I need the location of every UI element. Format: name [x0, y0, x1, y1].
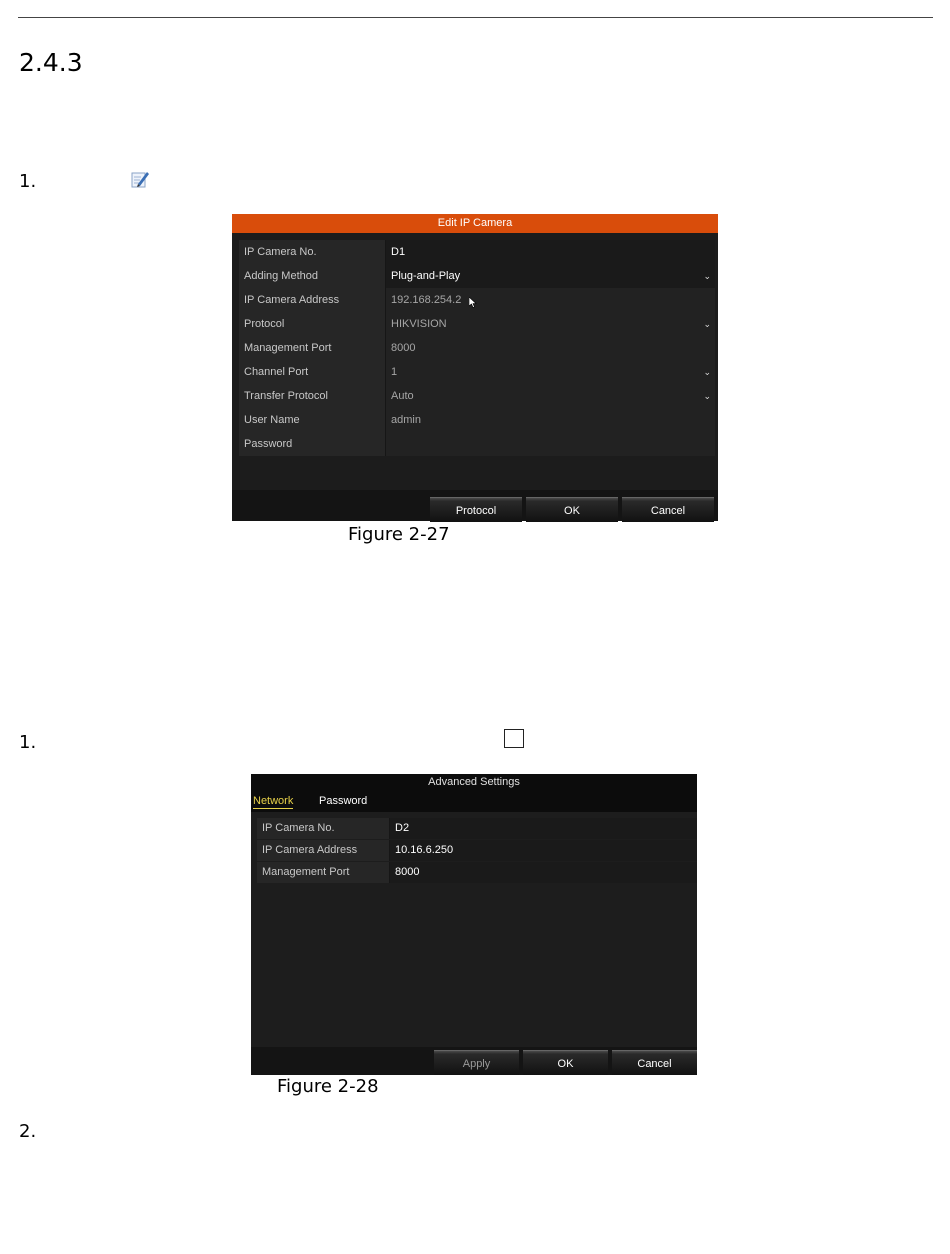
figure-caption: Figure 2-27: [348, 524, 450, 545]
field-row-password: [239, 432, 715, 456]
advanced-settings-dialog: [251, 774, 697, 1075]
ok-button[interactable]: OK: [526, 497, 618, 522]
tab-bar: [251, 791, 697, 812]
select-value: Auto: [391, 390, 414, 402]
field-label: Channel Port: [239, 360, 386, 384]
channel-port-select[interactable]: [386, 360, 715, 384]
field-row-protocol: [239, 312, 715, 336]
field-row-management-port: [257, 862, 697, 883]
field-row-transfer-protocol: [239, 384, 715, 408]
protocol-select[interactable]: [386, 312, 715, 336]
step-2: 2.: [19, 1121, 37, 1142]
field-row-channel-port: [239, 360, 715, 384]
field-label: Management Port: [239, 336, 386, 360]
step-1-edit: 1.: [19, 171, 37, 192]
field-row-camera-no: [257, 818, 697, 839]
field-row-ip-address: [239, 288, 715, 312]
input-value: 192.168.254.2: [391, 294, 462, 306]
field-label: IP Camera No.: [239, 240, 386, 264]
field-label: Management Port: [257, 862, 390, 883]
mouse-cursor-icon: [469, 297, 477, 308]
field-label: User Name: [239, 408, 386, 432]
select-value: HIKVISION: [391, 318, 447, 330]
chevron-down-icon: ⌄: [703, 391, 711, 401]
header-rule: [18, 17, 933, 18]
step-1-advanced: 1.: [19, 732, 37, 753]
cancel-button[interactable]: Cancel: [612, 1050, 697, 1075]
dialog-footer: [232, 490, 718, 521]
edit-pencil-icon[interactable]: [130, 169, 150, 189]
dialog-title: Advanced Settings: [251, 774, 697, 791]
field-row-management-port: [239, 336, 715, 360]
management-port-input[interactable]: 8000: [386, 336, 715, 360]
password-input[interactable]: [386, 432, 715, 456]
field-row-adding-method: [239, 264, 715, 288]
chevron-down-icon: ⌄: [703, 319, 711, 329]
user-name-input[interactable]: admin: [386, 408, 715, 432]
field-label: Protocol: [239, 312, 386, 336]
transfer-protocol-select[interactable]: [386, 384, 715, 408]
figure-caption: Figure 2-28: [277, 1076, 379, 1097]
select-value: Plug-and-Play: [391, 270, 461, 282]
field-row-camera-no: [239, 240, 715, 264]
chevron-down-icon: ⌄: [703, 271, 711, 281]
camera-no-value[interactable]: D2: [390, 818, 697, 839]
field-label: IP Camera Address: [257, 840, 390, 861]
apply-button[interactable]: Apply: [434, 1050, 519, 1075]
section-number: 2.4.3: [19, 48, 83, 77]
field-label: Transfer Protocol: [239, 384, 386, 408]
chevron-down-icon: ⌄: [703, 367, 711, 377]
field-row-user-name: [239, 408, 715, 432]
field-label: IP Camera Address: [239, 288, 386, 312]
ip-address-input[interactable]: [386, 288, 715, 312]
field-label: Adding Method: [239, 264, 386, 288]
tab-network[interactable]: Network: [253, 795, 294, 807]
tab-password[interactable]: Password: [319, 795, 368, 807]
field-row-ip-address: [257, 840, 697, 861]
advanced-settings-icon[interactable]: [504, 729, 524, 748]
ok-button[interactable]: OK: [523, 1050, 608, 1075]
edit-ip-camera-dialog: [232, 214, 718, 521]
dialog-footer: [251, 1047, 697, 1075]
field-label: Password: [239, 432, 386, 456]
protocol-button[interactable]: Protocol: [430, 497, 522, 522]
select-value: 1: [391, 366, 398, 378]
cancel-button[interactable]: Cancel: [622, 497, 714, 522]
camera-no-input[interactable]: D1: [386, 240, 715, 264]
management-port-input[interactable]: 8000: [390, 862, 697, 883]
field-label: IP Camera No.: [257, 818, 390, 839]
ip-address-input[interactable]: 10.16.6.250: [390, 840, 697, 861]
adding-method-select[interactable]: [386, 264, 715, 288]
dialog-title: Edit IP Camera: [232, 214, 718, 233]
